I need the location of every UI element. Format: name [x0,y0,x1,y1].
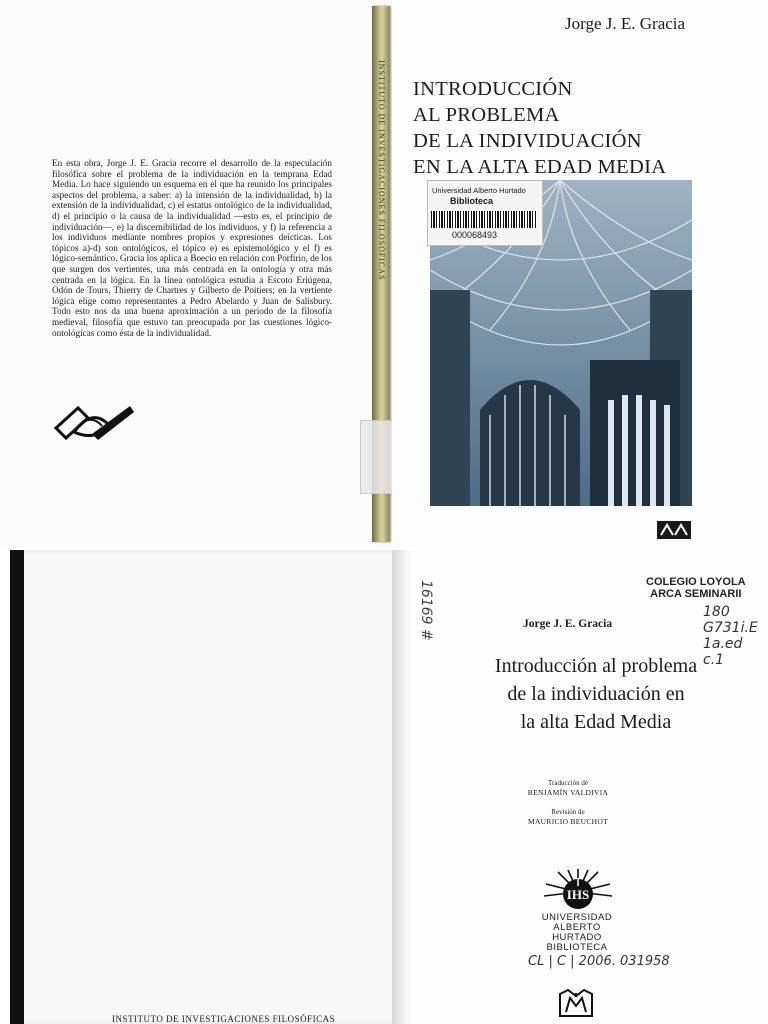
call-number-line: G731i.E [703,620,758,636]
seal-text-line: ALBERTO [553,922,601,933]
cover-title-line: INTRODUCCIÓN [413,78,573,100]
university-seal-text [532,913,622,953]
left-blank-page [10,550,408,1024]
library-barcode-sticker [427,180,543,246]
cover-title-line: EN LA ALTA EDAD MEDIA [413,156,667,178]
stamp-line: COLEGIO LOYOLA [646,576,746,588]
university-seal-icon [542,868,614,916]
stamp-line: ARCA SEMINARII [650,588,742,600]
reviser-name: MAURICIO BEUCHOT [527,817,608,826]
cover-title [413,76,733,180]
call-number-line: 180 [703,604,730,620]
svg-text:16169 #: 16169 # [418,580,434,641]
cover-author: Jorge J. E. Gracia [565,14,686,33]
revision-label: Revisión de [551,808,585,816]
title-page-title [446,652,746,736]
barcode-icon [431,211,537,228]
handwritten-inventory-number [410,576,434,646]
call-number-line: c.1 [703,652,725,668]
unam-logo-icon [556,986,596,1020]
unam-small-logo-icon [657,521,691,539]
title-page-author: Jorge J. E. Gracia [523,618,613,630]
title-line: de la individuación en [507,683,685,705]
back-cover-blurb: En esta obra, Jorge J. E. Gracia recorre el desarrollo de la especulación filosófica sobre el problema de la individuación en la temprana Edad Media. Lo hace siguiendo un esquema en el que ha reunido los principales aspectos del problema, a saber: a) la intensión de la individualidad, b) la extensión de la individualidad, c) el estatus ontológico de la individualidad, d) el principio o la causa de la individualidad —esto es, el principio de individuación—, e) la discernibilidad de los individuos, y f) la referencia a los individuos mediante nombres propios y expresiones deícticas. Los tópicos a)-d) son ontológicos, el tópico e) es epistemológico y el f) es lógico-semántico. Gracia los aplica a Boecio en relación con Porfirio, de los que surgen dos vertientes, una más centrada en la ontología y otra más centrada en la lógica. En la línea ontológica estudia a Escoto Eriúgena, Odón de Tours, Thierry de Chartres y Gilberto de Poitiers; en la vertiente lógica elige como representantes a Pedro Abelardo y Juan de Salisbury. Todo esto nos da una buena aproximación a un periodo de la filosofía medieval, filosofía que estuvo tan preocupada por las cuestiones lógico-ontológicas como ésta de la individualidad. [52,158,332,338]
cover-title-line: AL PROBLEMA [413,104,560,126]
spine-text: INSTITUTO DE INVESTIGACIONES FILOSÓFICAS [377,60,386,281]
title-line: Introducción al problema [494,655,698,677]
institute-name: INSTITUTO DE INVESTIGACIONES FILOSÓFICAS [112,1014,336,1024]
svg-text:IHS: IHS [566,887,590,902]
seal-text-line: BIBLIOTECA [546,942,608,953]
translator-name: BENJAMÍN VALDIVIA [527,788,609,797]
seal-text-line: HURTADO [552,932,602,943]
college-stamp [646,576,746,600]
sticker-institution: Universidad Alberto Hurtado [432,186,526,195]
cover-title-line: DE LA INDIVIDUACIÓN [413,130,642,152]
title-line: la alta Edad Media [520,711,672,733]
sticker-unit: Biblioteca [450,196,494,206]
seal-text-line: UNIVERSIDAD [541,912,613,923]
publisher-logo-icon [52,398,136,446]
acquisition-code: CL | C | 2006. 031958 [528,954,670,969]
call-number-line: 1a.ed [703,636,743,652]
barcode-number: 000068493 [452,230,498,240]
translation-label: Traducción de [548,779,588,787]
